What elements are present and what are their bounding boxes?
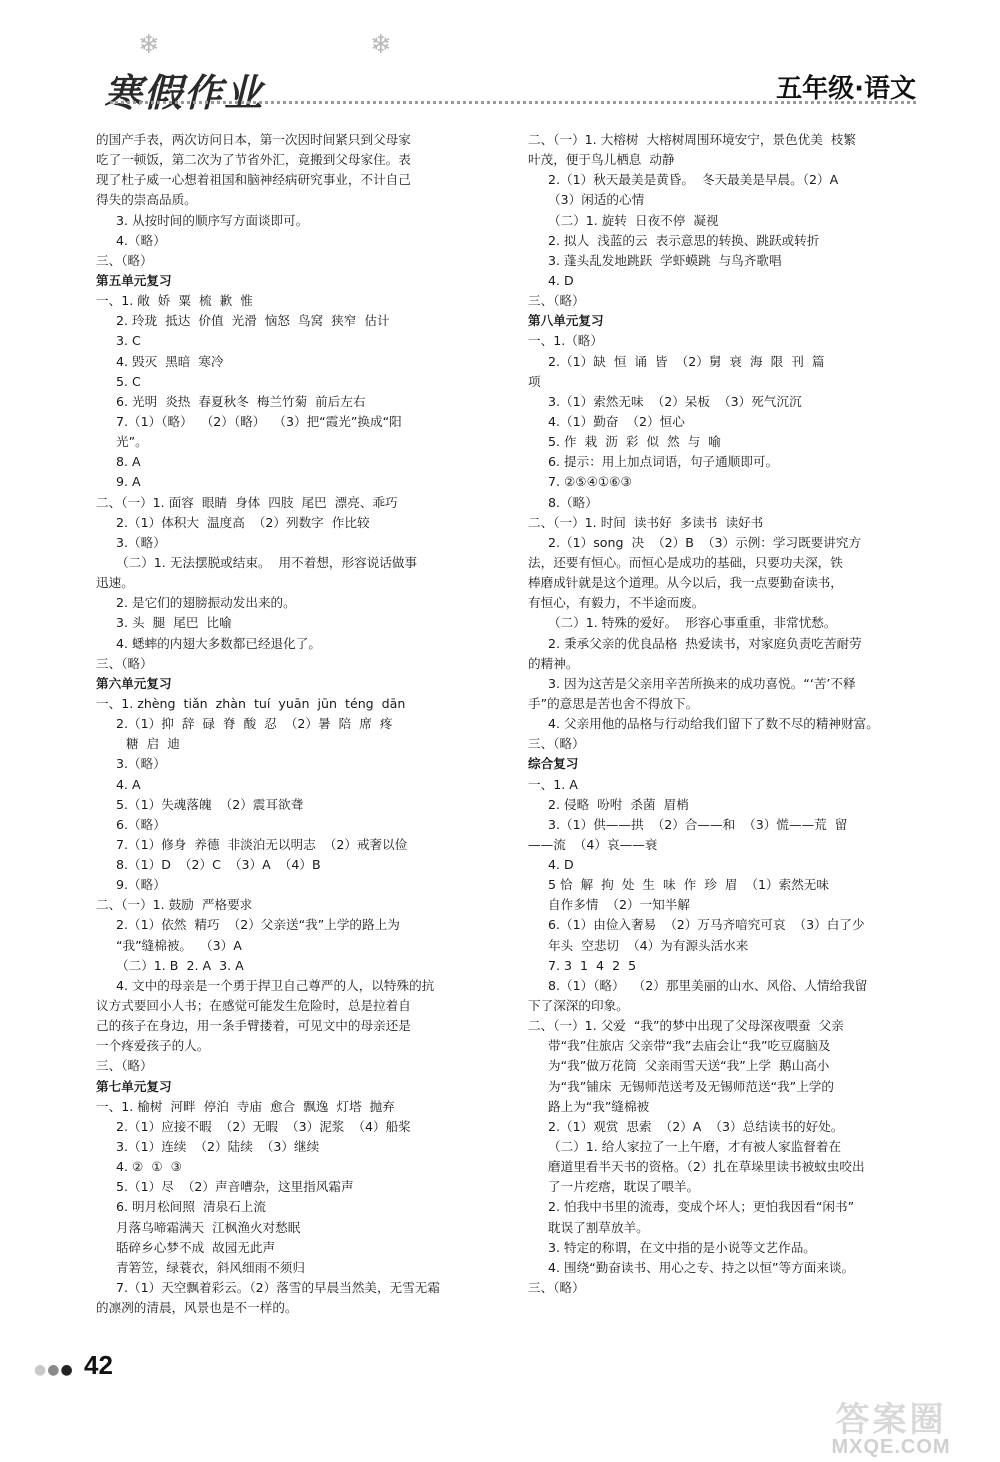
answer-line: 二、（一）1. 时间 读书好 多读书 读好书	[528, 514, 764, 530]
answer-line: 三、（略）	[528, 293, 585, 309]
answer-line: 一、1. 榆树 河畔 停泊 寺庙 愈合 飘逸 灯塔 抛弃	[96, 1098, 395, 1114]
answer-line: 己的孩子在身边，用一条手臂搂着，可见文中的母亲还是	[96, 1018, 411, 1034]
answer-line: 2.（1）体积大 温度高 （2）列数字 作比较	[116, 514, 370, 530]
answer-line: 叶茂，便于鸟儿栖息 动静	[528, 152, 675, 168]
answer-line: 6. 明月松间照 清泉石上流	[116, 1199, 266, 1215]
answer-line: 8.（略）	[548, 494, 598, 510]
answer-line: 7. ②⑤④①⑥③	[548, 474, 632, 490]
answer-line: 8.（1）（略） （2）那里美丽的山水、风俗、人情给我留	[548, 977, 868, 993]
answer-line: 7.（1）修身 养德 非淡泊无以明志 （2）戒奢以俭	[116, 836, 408, 852]
answer-line: 5 恰 解 拘 处 生 味 作 珍 眉 （1）索然无味	[548, 877, 829, 893]
answer-line: 自作多情 （2）一知半解	[548, 897, 690, 913]
answer-line: 得失的崇高品质。	[96, 192, 197, 208]
left-answer-column	[96, 130, 474, 1318]
answer-line: 为“我”铺床 无锡师范送考及无锡师范送“我”上学的	[548, 1078, 834, 1094]
answer-line: 4.（略）	[116, 232, 166, 248]
answer-line: 2. 侵略 吩咐 杀菌 眉梢	[548, 796, 689, 812]
answer-line: 5. 作 栽 沥 彩 似 然 与 喻	[548, 434, 721, 450]
answer-line: 5.（1）尽 （2）声音嘈杂，这里指风霜声	[116, 1179, 354, 1195]
answer-line: 2.（1）抑 辞 碌 脊 酸 忍 （2）暑 陪 席 疼	[116, 716, 393, 732]
answer-line: 3. 蓬头乱发地跳跃 学虾蟆跳 与鸟齐歌唱	[548, 252, 782, 268]
answer-line: 带“我”住旅店 父亲带“我”去庙会让“我”吃豆腐脑及	[548, 1038, 831, 1054]
answer-line: 4. 蟋蟀的内翅大多数都已经退化了。	[116, 635, 321, 651]
answer-line: 5.（1）失魂落魄 （2）震耳欲聋	[116, 796, 304, 812]
answer-line: 2.（1）song 决 （2）B （3）示例：学习既要讲究方	[548, 534, 862, 550]
answer-line: 的凛冽的清晨，风景也是不一样的。	[96, 1300, 298, 1316]
answer-line: 法，还要有恒心。而恒心是成功的基础，只要功夫深，铁	[528, 554, 843, 570]
answer-line: 二、（一）1. 鼓励 严格要求	[96, 897, 253, 913]
answer-line: 4. 父亲用他的品格与行动给我们留下了数不尽的精神财富。	[548, 716, 879, 732]
answer-line: 聒碎乡心梦不成 故园无此声	[116, 1239, 276, 1255]
answer-line: 三、（略）	[528, 736, 585, 752]
answer-line: 三、（略）	[96, 252, 153, 268]
answer-line: 7.（1）天空飘着彩云。（2）落雪的早晨当然美，无雪无霜	[116, 1280, 440, 1296]
answer-line: 3. C	[116, 333, 141, 349]
answer-line: 的国产手表，两次访问日本，第一次因时间紧只到父母家	[96, 132, 411, 147]
section-heading: 综合复习	[528, 756, 579, 772]
snowflake-icon: ❄	[138, 30, 160, 60]
answer-line: 二、（一）1. 父爱 “我”的梦中出现了父母深夜喂蚕 父亲	[528, 1018, 844, 1034]
answer-line: 4. D	[548, 272, 574, 288]
answer-line: 4.（1）勤奋 （2）恒心	[548, 413, 685, 429]
answer-line: 有恒心，有毅力，不半途而废。	[528, 595, 705, 611]
answer-line: 3.（1）供——拱 （2）合——和 （3）慌——荒 留	[548, 816, 848, 832]
answer-line: 光”。	[116, 434, 148, 450]
answer-line: 棒磨成针就是这个道理。从今以后，我一点要勤奋读书，	[528, 575, 843, 591]
answer-line: 的精神。	[528, 655, 579, 671]
grade-subject-title: 五年级·语文	[776, 74, 916, 104]
answer-line: （3）闲适的心情	[548, 192, 645, 208]
answer-line: 吃了一顿饭，第二次为了节省外汇，竟搬到父母家住。表	[96, 152, 411, 168]
answer-line: 3. 头 腿 尾巴 比喻	[116, 615, 232, 631]
page-header	[0, 0, 1000, 115]
answer-line: 4. ② ① ③	[116, 1159, 182, 1175]
answer-line: 二、（一）1. 面容 眼睛 身体 四肢 尾巴 漂亮、乖巧	[96, 494, 398, 510]
answer-line: 三、（略）	[96, 655, 153, 671]
answer-line: 了一片疙瘩，耽误了喂羊。	[548, 1179, 700, 1195]
answer-line: 现了杜子威一心想着祖国和脑神经病研究事业，不计自己	[96, 172, 411, 188]
answer-line: 一、1. 敞 娇 粟 梳 歉 惟	[96, 293, 253, 309]
answer-line: 2.（1）秋天最美是黄昏。 冬天最美是早晨。（2）A	[548, 172, 839, 188]
page-number: 42	[84, 1350, 113, 1380]
header-divider	[110, 101, 916, 104]
answer-line: 项	[528, 373, 541, 389]
answer-line: 3. 从按时间的顺序写方面谈即可。	[116, 212, 309, 228]
book-logo: 寒假作业	[104, 70, 265, 115]
watermark	[796, 1392, 986, 1458]
answer-line: ——流 （4）哀——衰	[528, 836, 658, 852]
watermark-url: MXQE.COM	[831, 1436, 951, 1458]
answer-line: 一、1.（略）	[528, 333, 603, 349]
answer-line: 6. 提示：用上加点词语，句子通顺即可。	[548, 454, 779, 470]
answer-line: 2.（1）依然 精巧 （2）父亲送“我”上学的路上为	[116, 917, 400, 933]
answer-line: 3.（1）连续 （2）陆续 （3）继续	[116, 1139, 320, 1155]
answer-line: 磨道里看半天书的资格。（2）扎在草垛里读书被蚊虫咬出	[548, 1159, 865, 1175]
answer-line: 4. A	[116, 776, 141, 792]
watermark-logo: 答案圈	[835, 1400, 947, 1440]
answer-line: 3. 特定的称谓，在文中指的是小说等文艺作品。	[548, 1239, 816, 1255]
answer-line: 手”的意思是苦也舍不得放下。	[528, 695, 699, 711]
answer-line: （二）1. 旋转 日夜不停 凝视	[548, 212, 719, 228]
answer-line: 2. 怕我中书里的流毒，变成个坏人；更怕我因看“闲书”	[548, 1199, 855, 1215]
answer-line: 4. D	[548, 857, 574, 873]
answer-line: （二）1. 无法摆脱或结束。 用不着想，形容说话做事	[116, 554, 418, 570]
right-answer-column	[528, 130, 915, 1298]
answer-line: 9.（略）	[116, 877, 166, 893]
answer-line: 糖 启 迪	[126, 736, 180, 752]
answer-line: 6.（略）	[116, 816, 166, 832]
answer-line: 4. 围绕“勤奋读书、用心之专、持之以恒”等方面来谈。	[548, 1259, 855, 1275]
answer-line: 3.（1）索然无味 （2）呆板 （3）死气沉沉	[548, 393, 802, 409]
page-dots-decoration: ●●●	[34, 1362, 74, 1378]
answer-line: 8. A	[116, 454, 141, 470]
answer-line: 迅速。	[96, 575, 134, 591]
answer-line: 3.（略）	[116, 756, 166, 772]
answer-line: 7. 3 1 4 2 5	[548, 957, 637, 973]
answer-line: 3.（略）	[116, 534, 166, 550]
answer-line: 4. 毁灭 黑暗 寒冷	[116, 353, 224, 369]
answer-line: 三、（略）	[96, 1058, 153, 1074]
answer-line: （二）1. B 2. A 3. A	[116, 957, 244, 973]
section-heading: 第六单元复习	[96, 675, 172, 691]
answer-line: （二）1. 给人家拉了一上午磨，才有被人家监督着在	[548, 1139, 842, 1155]
answer-line: 2.（1）缺 恒 诵 皆 （2）舅 衰 海 限 刊 篇	[548, 353, 825, 369]
answer-line: 6. 光明 炎热 春夏秋冬 梅兰竹菊 前后左右	[116, 393, 366, 409]
answer-line: 耽误了割草放羊。	[548, 1219, 649, 1235]
section-heading: 第七单元复习	[96, 1078, 172, 1094]
answer-line: 二、（一）1. 大榕树 大榕树周围环境安宁，景色优美 枝繁	[528, 132, 856, 147]
answer-line: 5. C	[116, 373, 141, 389]
answer-line: 一、1. zhèng tiǎn zhàn tuí yuān jūn téng dān	[96, 695, 406, 711]
section-heading: 第五单元复习	[96, 272, 172, 288]
answer-line: 2. 玲珑 抵达 价值 光滑 恼怒 鸟窝 狭窄 估计	[116, 313, 390, 329]
answer-line: 7.（1）（略） （2）（略） （3）把“霞光”换成“阳	[116, 413, 402, 429]
answer-line: 2.（1）应接不暇 （2）无暇 （3）泥浆 （4）船桨	[116, 1118, 411, 1134]
answer-line: （二）1. 特殊的爱好。 形容心事重重，非常忧愁。	[548, 615, 837, 631]
answer-line: 议方式要回小人书；在感觉可能发生危险时，总是拉着自	[96, 998, 411, 1014]
answer-line: 青箬笠，绿蓑衣，斜风细雨不须归	[116, 1259, 305, 1275]
answer-line: 2. 拟人 浅蓝的云 表示意思的转换、跳跃或转折	[548, 232, 820, 248]
answer-line: “我”缝棉被。 （3）A	[116, 937, 242, 953]
answer-line: 一个疼爱孩子的人。	[96, 1038, 210, 1054]
snowflake-icon: ❄	[370, 30, 392, 60]
answer-line: 下了深深的印象。	[528, 998, 629, 1014]
answer-line: 为“我”做万花筒 父亲雨雪天送“我”上学 鹅山高小	[548, 1058, 830, 1074]
answer-line: 6.（1）由俭入奢易 （2）万马齐喑究可哀 （3）白了少	[548, 917, 865, 933]
answer-line: 月落乌啼霜满天 江枫渔火对愁眠	[116, 1219, 301, 1235]
answer-line: 9. A	[116, 474, 141, 490]
section-heading: 第八单元复习	[528, 313, 604, 329]
answer-line: 三、（略）	[528, 1280, 585, 1296]
answer-line: 8.（1）D （2）C （3）A （4）B	[116, 857, 321, 873]
answer-line: 年头 空悲切 （4）为有源头活水来	[548, 937, 749, 953]
answer-line: 4. 文中的母亲是一个勇于捍卫自己尊严的人，以特殊的抗	[116, 977, 435, 993]
answer-line: 2. 秉承父亲的优良品格 热爱读书，对家庭负责吃苦耐劳	[548, 635, 862, 651]
answer-line: 2.（1）观赏 思索 （2）A （3）总结读书的好处。	[548, 1118, 844, 1134]
answer-line: 2. 是它们的翅膀振动发出来的。	[116, 595, 296, 611]
answer-line: 3. 因为这苦是父亲用辛苦所换来的成功喜悦。“‘苦’不释	[548, 675, 856, 691]
answer-line: 路上为“我”缝棉被	[548, 1098, 650, 1114]
answer-line: 一、1. A	[528, 776, 578, 792]
